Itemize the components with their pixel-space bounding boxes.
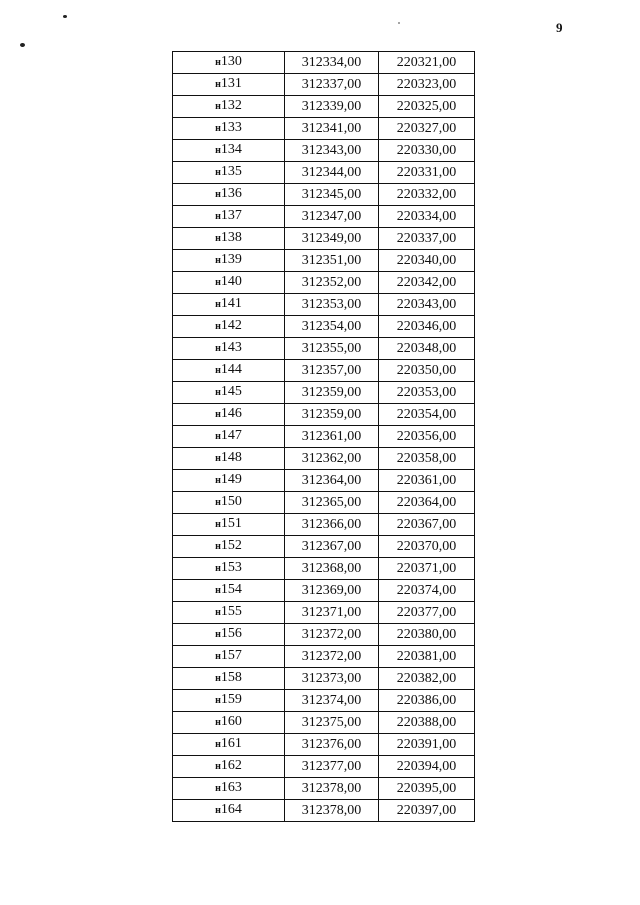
y-coordinate-cell: 220354,00 bbox=[379, 404, 475, 426]
point-number: 131 bbox=[220, 76, 242, 91]
x-coordinate-cell: 312351,00 bbox=[285, 250, 379, 272]
point-prefix: н bbox=[215, 651, 221, 662]
x-coordinate-cell: 312372,00 bbox=[285, 624, 379, 646]
point-prefix: н bbox=[215, 717, 221, 728]
point-label-cell bbox=[173, 756, 285, 778]
x-coordinate-cell: 312361,00 bbox=[285, 426, 379, 448]
point-label-cell bbox=[173, 778, 285, 800]
x-coordinate-cell: 312364,00 bbox=[285, 470, 379, 492]
x-coordinate-cell: 312341,00 bbox=[285, 118, 379, 140]
y-coordinate-cell: 220356,00 bbox=[379, 426, 475, 448]
point-number: 133 bbox=[220, 120, 242, 135]
point-prefix: н bbox=[215, 299, 221, 310]
table-row bbox=[173, 206, 475, 228]
table-row bbox=[173, 294, 475, 316]
point-label-cell bbox=[173, 140, 285, 162]
point-label-cell bbox=[173, 470, 285, 492]
table-row bbox=[173, 382, 475, 404]
x-coordinate-cell: 312367,00 bbox=[285, 536, 379, 558]
point-label-cell bbox=[173, 448, 285, 470]
x-coordinate-cell: 312365,00 bbox=[285, 492, 379, 514]
point-label-cell bbox=[173, 184, 285, 206]
point-label-cell bbox=[173, 118, 285, 140]
x-coordinate-cell: 312353,00 bbox=[285, 294, 379, 316]
y-coordinate-cell: 220371,00 bbox=[379, 558, 475, 580]
point-label-cell bbox=[173, 96, 285, 118]
y-coordinate-cell: 220331,00 bbox=[379, 162, 475, 184]
table-row bbox=[173, 272, 475, 294]
y-coordinate-cell: 220367,00 bbox=[379, 514, 475, 536]
point-label-cell bbox=[173, 316, 285, 338]
y-coordinate-cell: 220382,00 bbox=[379, 668, 475, 690]
point-number: 153 bbox=[220, 560, 242, 575]
point-prefix: н bbox=[215, 277, 221, 288]
point-label-cell bbox=[173, 426, 285, 448]
point-number: 150 bbox=[220, 494, 242, 509]
point-number: 135 bbox=[220, 164, 242, 179]
table-row bbox=[173, 74, 475, 96]
point-prefix: н bbox=[215, 607, 221, 618]
y-coordinate-cell: 220388,00 bbox=[379, 712, 475, 734]
x-coordinate-cell: 312378,00 bbox=[285, 800, 379, 822]
y-coordinate-cell: 220397,00 bbox=[379, 800, 475, 822]
x-coordinate-cell: 312378,00 bbox=[285, 778, 379, 800]
coordinates-table-body bbox=[173, 52, 475, 822]
table-row bbox=[173, 404, 475, 426]
y-coordinate-cell: 220323,00 bbox=[379, 74, 475, 96]
coordinates-table bbox=[172, 51, 475, 822]
y-coordinate-cell: 220340,00 bbox=[379, 250, 475, 272]
point-prefix: н bbox=[215, 629, 221, 640]
point-prefix: н bbox=[215, 805, 221, 816]
point-number: 132 bbox=[220, 98, 242, 113]
point-prefix: н bbox=[215, 475, 221, 486]
table-row bbox=[173, 514, 475, 536]
point-number: 160 bbox=[220, 714, 242, 729]
x-coordinate-cell: 312337,00 bbox=[285, 74, 379, 96]
point-prefix: н bbox=[215, 255, 221, 266]
point-number: 162 bbox=[220, 758, 242, 773]
table-row bbox=[173, 668, 475, 690]
point-prefix: н bbox=[215, 497, 221, 508]
point-number: 144 bbox=[220, 362, 242, 377]
point-number: 134 bbox=[220, 142, 242, 157]
table-row bbox=[173, 140, 475, 162]
table-row bbox=[173, 778, 475, 800]
x-coordinate-cell: 312345,00 bbox=[285, 184, 379, 206]
point-label-cell bbox=[173, 602, 285, 624]
point-label-cell bbox=[173, 514, 285, 536]
x-coordinate-cell: 312355,00 bbox=[285, 338, 379, 360]
x-coordinate-cell: 312375,00 bbox=[285, 712, 379, 734]
point-label-cell bbox=[173, 272, 285, 294]
table-row bbox=[173, 316, 475, 338]
y-coordinate-cell: 220386,00 bbox=[379, 690, 475, 712]
table-row bbox=[173, 536, 475, 558]
point-label-cell bbox=[173, 690, 285, 712]
table-row bbox=[173, 690, 475, 712]
y-coordinate-cell: 220391,00 bbox=[379, 734, 475, 756]
point-prefix: н bbox=[215, 57, 221, 68]
point-prefix: н bbox=[215, 431, 221, 442]
point-number: 152 bbox=[220, 538, 242, 553]
y-coordinate-cell: 220380,00 bbox=[379, 624, 475, 646]
x-coordinate-cell: 312347,00 bbox=[285, 206, 379, 228]
table-row bbox=[173, 118, 475, 140]
point-label-cell bbox=[173, 646, 285, 668]
point-number: 161 bbox=[220, 736, 242, 751]
point-prefix: н bbox=[215, 387, 221, 398]
table-row bbox=[173, 492, 475, 514]
table-row bbox=[173, 800, 475, 822]
point-label-cell bbox=[173, 800, 285, 822]
point-prefix: н bbox=[215, 453, 221, 464]
table-row bbox=[173, 338, 475, 360]
scan-speck bbox=[398, 22, 400, 24]
point-label-cell bbox=[173, 74, 285, 96]
point-number: 138 bbox=[220, 230, 242, 245]
point-label-cell bbox=[173, 668, 285, 690]
point-number: 143 bbox=[220, 340, 242, 355]
point-prefix: н bbox=[215, 365, 221, 376]
point-number: 147 bbox=[220, 428, 242, 443]
table-row bbox=[173, 52, 475, 74]
point-prefix: н bbox=[215, 783, 221, 794]
point-label-cell bbox=[173, 558, 285, 580]
y-coordinate-cell: 220394,00 bbox=[379, 756, 475, 778]
point-prefix: н bbox=[215, 189, 221, 200]
point-number: 145 bbox=[220, 384, 242, 399]
point-prefix: н bbox=[215, 585, 221, 596]
point-number: 140 bbox=[220, 274, 242, 289]
x-coordinate-cell: 312352,00 bbox=[285, 272, 379, 294]
table-row bbox=[173, 184, 475, 206]
y-coordinate-cell: 220337,00 bbox=[379, 228, 475, 250]
y-coordinate-cell: 220374,00 bbox=[379, 580, 475, 602]
point-label-cell bbox=[173, 360, 285, 382]
y-coordinate-cell: 220332,00 bbox=[379, 184, 475, 206]
x-coordinate-cell: 312357,00 bbox=[285, 360, 379, 382]
x-coordinate-cell: 312343,00 bbox=[285, 140, 379, 162]
point-label-cell bbox=[173, 338, 285, 360]
point-number: 156 bbox=[220, 626, 242, 641]
point-label-cell bbox=[173, 404, 285, 426]
table-row bbox=[173, 162, 475, 184]
x-coordinate-cell: 312349,00 bbox=[285, 228, 379, 250]
point-label-cell bbox=[173, 734, 285, 756]
table-row bbox=[173, 360, 475, 382]
scan-speck bbox=[20, 43, 25, 47]
x-coordinate-cell: 312366,00 bbox=[285, 514, 379, 536]
point-label-cell bbox=[173, 250, 285, 272]
point-prefix: н bbox=[215, 739, 221, 750]
x-coordinate-cell: 312371,00 bbox=[285, 602, 379, 624]
y-coordinate-cell: 220364,00 bbox=[379, 492, 475, 514]
point-number: 142 bbox=[220, 318, 242, 333]
y-coordinate-cell: 220321,00 bbox=[379, 52, 475, 74]
point-label-cell bbox=[173, 536, 285, 558]
point-label-cell bbox=[173, 580, 285, 602]
table-row bbox=[173, 624, 475, 646]
x-coordinate-cell: 312374,00 bbox=[285, 690, 379, 712]
point-number: 141 bbox=[220, 296, 242, 311]
x-coordinate-cell: 312376,00 bbox=[285, 734, 379, 756]
x-coordinate-cell: 312377,00 bbox=[285, 756, 379, 778]
point-prefix: н bbox=[215, 761, 221, 772]
point-number: 158 bbox=[220, 670, 242, 685]
scan-speck bbox=[63, 15, 67, 18]
table-row bbox=[173, 756, 475, 778]
table-row bbox=[173, 426, 475, 448]
point-prefix: н bbox=[215, 145, 221, 156]
table-row bbox=[173, 646, 475, 668]
table-row bbox=[173, 580, 475, 602]
point-number: 155 bbox=[220, 604, 242, 619]
point-prefix: н bbox=[215, 563, 221, 574]
table-row bbox=[173, 448, 475, 470]
point-number: 151 bbox=[220, 516, 242, 531]
y-coordinate-cell: 220370,00 bbox=[379, 536, 475, 558]
point-number: 146 bbox=[220, 406, 242, 421]
y-coordinate-cell: 220381,00 bbox=[379, 646, 475, 668]
point-prefix: н bbox=[215, 409, 221, 420]
x-coordinate-cell: 312359,00 bbox=[285, 382, 379, 404]
point-number: 154 bbox=[220, 582, 242, 597]
point-number: 136 bbox=[220, 186, 242, 201]
x-coordinate-cell: 312372,00 bbox=[285, 646, 379, 668]
point-prefix: н bbox=[215, 343, 221, 354]
point-label-cell bbox=[173, 624, 285, 646]
point-prefix: н bbox=[215, 541, 221, 552]
y-coordinate-cell: 220330,00 bbox=[379, 140, 475, 162]
point-number: 149 bbox=[220, 472, 242, 487]
table-row bbox=[173, 734, 475, 756]
point-number: 163 bbox=[220, 780, 242, 795]
y-coordinate-cell: 220327,00 bbox=[379, 118, 475, 140]
y-coordinate-cell: 220361,00 bbox=[379, 470, 475, 492]
point-prefix: н bbox=[215, 79, 221, 90]
point-prefix: н bbox=[215, 233, 221, 244]
x-coordinate-cell: 312339,00 bbox=[285, 96, 379, 118]
point-label-cell bbox=[173, 294, 285, 316]
y-coordinate-cell: 220346,00 bbox=[379, 316, 475, 338]
y-coordinate-cell: 220358,00 bbox=[379, 448, 475, 470]
y-coordinate-cell: 220377,00 bbox=[379, 602, 475, 624]
y-coordinate-cell: 220343,00 bbox=[379, 294, 475, 316]
point-number: 164 bbox=[220, 802, 242, 817]
y-coordinate-cell: 220353,00 bbox=[379, 382, 475, 404]
point-number: 148 bbox=[220, 450, 242, 465]
y-coordinate-cell: 220348,00 bbox=[379, 338, 475, 360]
x-coordinate-cell: 312359,00 bbox=[285, 404, 379, 426]
y-coordinate-cell: 220325,00 bbox=[379, 96, 475, 118]
x-coordinate-cell: 312369,00 bbox=[285, 580, 379, 602]
point-label-cell bbox=[173, 228, 285, 250]
table-row bbox=[173, 250, 475, 272]
point-prefix: н bbox=[215, 167, 221, 178]
point-prefix: н bbox=[215, 211, 221, 222]
y-coordinate-cell: 220334,00 bbox=[379, 206, 475, 228]
x-coordinate-cell: 312368,00 bbox=[285, 558, 379, 580]
point-label-cell bbox=[173, 206, 285, 228]
y-coordinate-cell: 220342,00 bbox=[379, 272, 475, 294]
point-prefix: н bbox=[215, 101, 221, 112]
page-number: 9 bbox=[556, 20, 563, 35]
point-label-cell bbox=[173, 492, 285, 514]
y-coordinate-cell: 220350,00 bbox=[379, 360, 475, 382]
point-number: 159 bbox=[220, 692, 242, 707]
table-row bbox=[173, 96, 475, 118]
point-number: 137 bbox=[220, 208, 242, 223]
table-row bbox=[173, 228, 475, 250]
point-prefix: н bbox=[215, 673, 221, 684]
table-row bbox=[173, 602, 475, 624]
x-coordinate-cell: 312354,00 bbox=[285, 316, 379, 338]
point-prefix: н bbox=[215, 321, 221, 332]
point-label-cell bbox=[173, 162, 285, 184]
table-row bbox=[173, 712, 475, 734]
y-coordinate-cell: 220395,00 bbox=[379, 778, 475, 800]
point-number: 139 bbox=[220, 252, 242, 267]
point-prefix: н bbox=[215, 695, 221, 706]
x-coordinate-cell: 312344,00 bbox=[285, 162, 379, 184]
point-label-cell bbox=[173, 52, 285, 74]
point-prefix: н bbox=[215, 123, 221, 134]
table-row bbox=[173, 558, 475, 580]
point-label-cell bbox=[173, 712, 285, 734]
x-coordinate-cell: 312334,00 bbox=[285, 52, 379, 74]
point-number: 157 bbox=[220, 648, 242, 663]
point-prefix: н bbox=[215, 519, 221, 530]
x-coordinate-cell: 312373,00 bbox=[285, 668, 379, 690]
table-row bbox=[173, 470, 475, 492]
point-number: 130 bbox=[220, 54, 242, 69]
x-coordinate-cell: 312362,00 bbox=[285, 448, 379, 470]
point-label-cell bbox=[173, 382, 285, 404]
